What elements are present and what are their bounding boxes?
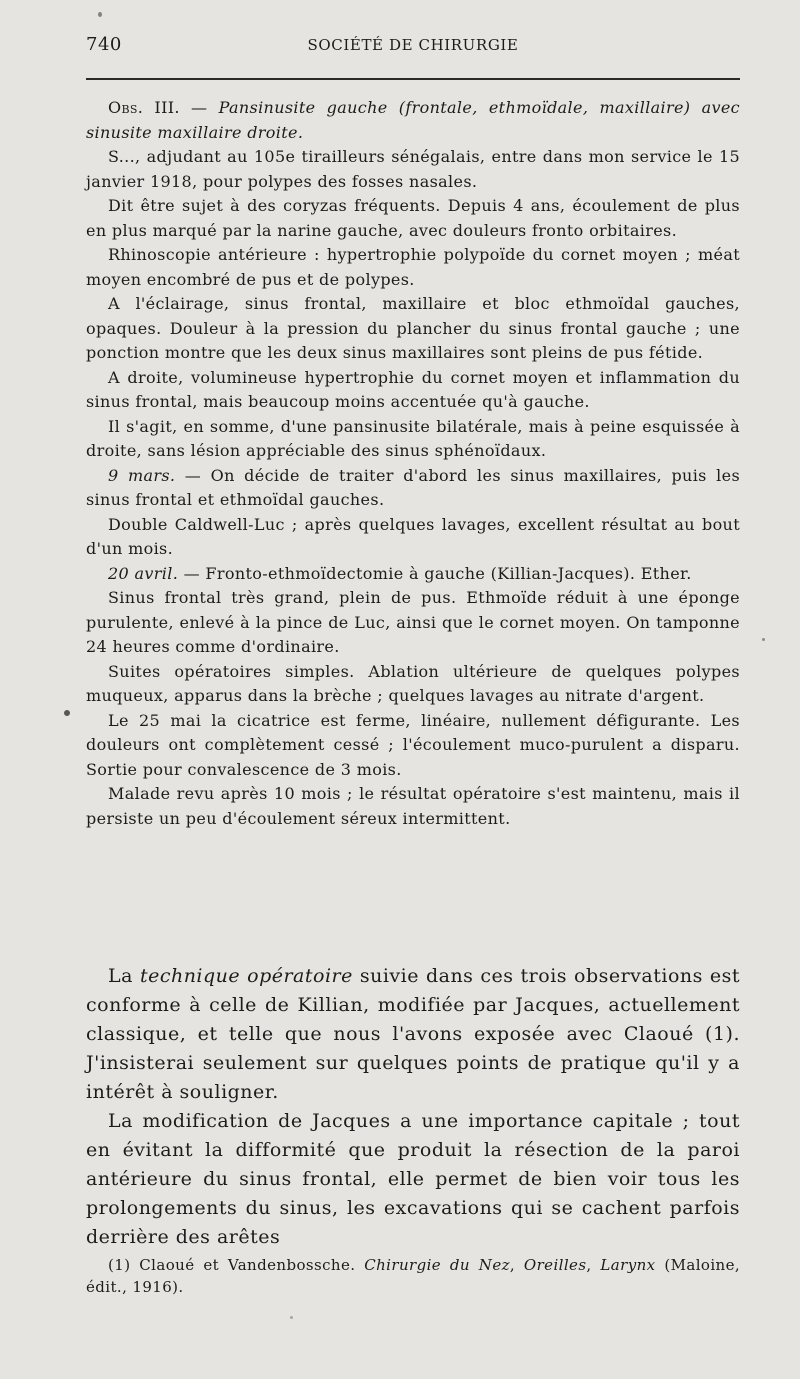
running-head: SOCIÉTÉ DE CHIRURGIE [307,36,519,54]
observation-label: Obs. III. [108,98,180,117]
march-date: 9 mars. [108,465,176,485]
observation-paragraph: A droite, volumineuse hypertrophie du cornet moyen et inflammation du sinus frontal, mais beaucoup moins accentuée qu'à gauche. [86,367,740,411]
main-paragraph: La modification de Jacques a une importance capitale ; tout en évitant la difformité que produit la résection de la paroi antérieure du sinus frontal, elle permet de bien voir tous les prolongements du sinus, les excavations qui se cachent parfois derrière des arêtes [86,1110,740,1248]
footnote-text: (1) Claoué et Vandenbossche. Chirurgie du Nez, Oreilles, Larynx (Maloine, édit., 1916). [86,1256,741,1296]
footnote-title-1: Chirurgie du [364,1256,470,1274]
observation-dash: — [179,98,219,117]
observation-paragraph: Sinus frontal très grand, plein de pus. Ethmoïde réduit à une éponge purulente, enlevé à la pince de Luc, ainsi que le cornet moyen. On tamponne 24 heures comme d'ordinaire. [86,588,740,656]
observation-paragraph: Le 25 mai la cicatrice est ferme, linéaire, nullement défigurante. Les douleurs ont complètement cessé ; l'écoulement muco-purulent a disparu. Sortie pour convalescence de 3 mois. [86,710,740,779]
observation-paragraph: S..., adjudant au 105e tirailleurs sénégalais, entre dans mon service le 15 janvier 1918, pour polypes des fosses nasales. [86,147,740,191]
footnote-marker: (1) [108,1256,131,1274]
print-speck [64,710,70,716]
observation-heading [86,96,740,145]
main-paragraph-text: suivie dans ces trois observations est conforme à celle de Killian, modifiée par Jacques, actuellement classique, et telle que nous l'avons exposée avec Claoué (1). J'insisterai seulement sur quelques points de pratique qu'il y a intérêt à souligner. [86,965,740,1103]
observation-title: Pansinusite gauche (frontale, ethmoïdale, maxillaire) avec sinusite maxillaire droite. [86,98,740,142]
footnote-title-3: Larynx [600,1256,656,1274]
footnote-authors: Claoué et Vandenbossche. [139,1256,356,1274]
april-text: Fronto-ethmoïdectomie à gauche (Killian-Jacques). Ether. [205,563,692,583]
observation-paragraph: Double Caldwell-Luc ; après quelques lavages, excellent résultat au bout d'un mois. [86,514,740,558]
observation-paragraph: Rhinoscopie antérieure : hypertrophie polypoïde du cornet moyen ; méat moyen encombré de pus et de polypes. [86,245,740,289]
main-paragraph [86,962,740,1107]
observation-paragraph: A l'éclairage, sinus frontal, maxillaire et bloc ethmoïdal gauches, opaques. Douleur à la pression du plancher du sinus frontal gauche ; une ponction montre que les deux sinus maxillaires sont pleins de pus fétide. [86,294,740,362]
march-text: On décide de traiter d'abord les sinus maxillaires, puis les sinus frontal et ethmoïdal gauches. [86,465,741,509]
observation-paragraph: Suites opératoires simples. Ablation ultérieure de quelques polypes muqueux, apparus dans la brèche ; quelques lavages au nitrate d'argent. [86,661,740,705]
print-speck [98,12,102,17]
footnote-publisher: (Maloine, édit., 1916). [86,1256,741,1296]
print-speck [290,1316,293,1319]
april-date: 20 avril. [108,563,179,583]
main-text [86,962,740,1252]
footnote-title-nez: Nez [478,1256,510,1274]
header-rule [86,78,740,80]
observation-paragraph: Il s'agit, en somme, d'une pansinusite bilatérale, mais à peine esquissée à droite, sans lésion appréciable des sinus sphénoïdaux. [86,416,740,460]
print-speck [762,638,765,641]
main-italic-term: technique opératoire [139,965,353,987]
page-number: 740 [86,34,122,55]
observation-paragraph: Dit être sujet à des coryzas fréquents. Depuis 4 ans, écoulement de plus en plus marqué par la narine gauche, avec douleurs fronto orbitaires. [86,196,740,240]
observation-paragraph: Malade revu après 10 mois ; le résultat opératoire s'est maintenu, mais il persiste un peu d'écoulement séreux intermittent. [86,784,740,828]
footnote-title-2: Oreilles [523,1256,587,1274]
observation-march-entry: 9 mars. — On décide de traiter d'abord les sinus maxillaires, puis les sinus frontal et ethmoïdal gauches. [86,465,741,509]
page-header [86,34,740,64]
observation-april-entry: 20 avril. — Fronto-ethmoïdectomie à gauche (Killian-Jacques). Ether. [108,563,692,583]
footnote [86,1254,740,1298]
main-lead: La [108,965,133,987]
observation-block [86,96,740,831]
